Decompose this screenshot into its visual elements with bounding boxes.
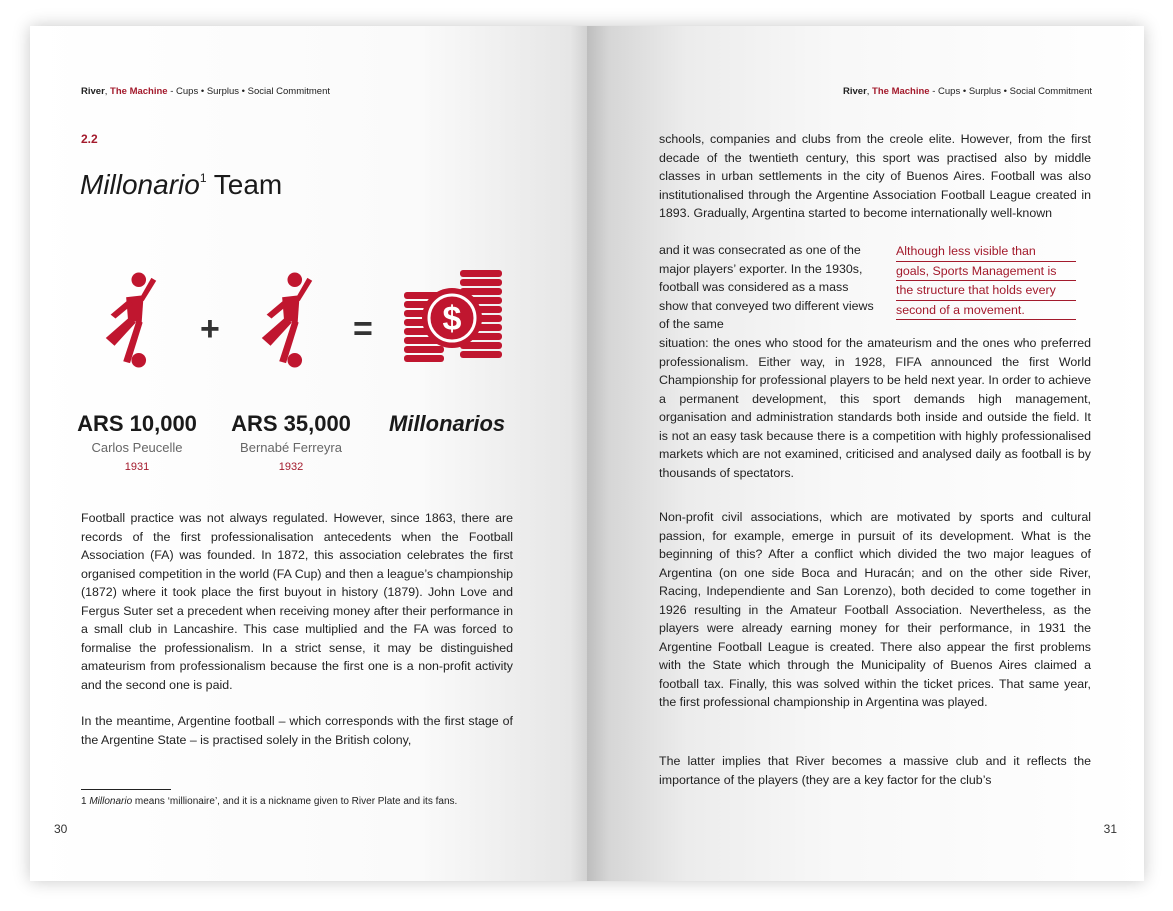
right-page bbox=[587, 26, 1144, 881]
book-spread bbox=[30, 26, 1144, 881]
coin-stack-icon bbox=[402, 268, 504, 366]
paragraph: The latter implies that River becomes a massive club and it reflects the importance of the players (they are a key factor for the club’s bbox=[659, 754, 1091, 787]
amount-ferreyra: ARS 35,000 bbox=[231, 411, 351, 436]
player-name-peucelle: Carlos Peucelle bbox=[91, 440, 183, 455]
footnote-rule bbox=[81, 789, 171, 790]
result-millonarios: Millonarios bbox=[389, 411, 506, 436]
amount-peucelle: ARS 10,000 bbox=[77, 411, 197, 436]
section-title: Millonario$^1$ Team bbox=[80, 169, 283, 200]
player-name-ferreyra: Bernabé Ferreyra bbox=[240, 440, 342, 455]
running-header: River, The Machine - Cups • Surplus • Social Commitment bbox=[843, 86, 1092, 97]
section-number: 2.2 bbox=[81, 132, 98, 146]
salary-infographic bbox=[30, 266, 587, 473]
paragraph: schools, companies and clubs from the creole elite. However, from the first decade of the twentieth century, this sport was practised also by middle classes in urban settlements in the city of Buenos Aires. Football was also institutionalised through the Argentine Association Football League created in 1893. Gradually, Argentina started to become internationally well-known bbox=[659, 132, 1091, 220]
paragraph: Non-profit civil associations, which are motivated by sports and cultural passion, for example, emerge in pursuit of its development. What is the beginning of this? After a conflict which divided the two major leagues of Argentina (on one side Boca and Huracán; and on the other side River, Racing, Independiente and San Lorenzo), both decided to come together in 1926 resulting in the Amateur Football Association. Nevertheless, as the players were already earning money for their performance, in 1931 the Argentine Football League is created. There also appear the first problems with the State which through the Municipality of Buenos Aires claimed a football tax. Finally, this was solved within the ticket prices. That same year, the first professional championship in Argentina was played. bbox=[659, 510, 1091, 709]
paragraph-wrap: and it was consecrated as one of the major players’ exporter. In the 1930s, football was considered as a mass show that conveyed two different views of the same bbox=[659, 243, 874, 331]
pull-quote: Although less visible than goals, Sports Management is the structure that holds every second of a movement. bbox=[896, 242, 1076, 320]
svg-text:$: $ bbox=[442, 300, 462, 338]
paragraph: situation: the ones who stood for the amateurism and the ones who preferred professionalism. Either way, in 1928, FIFA announced the first World Championship for professional players to be held next year. In order to achieve a permanent development, this sport demands high management, organisation and administration standards both inside and outside the field. It is not an easy task because there is a competition with highly professionalised markets which are not examined, criticised and analysed daily as football is by thousands of spectators. bbox=[659, 336, 1091, 480]
running-header: River, The Machine - Cups • Surplus • Social Commitment bbox=[81, 86, 330, 97]
page-number: 30 bbox=[54, 822, 68, 836]
plus-sign: + bbox=[200, 310, 220, 348]
year-1931: 1931 bbox=[124, 461, 150, 473]
paragraph: In the meantime, Argentine football – which corresponds with the first stage of the Argentine State – is practised solely in the British colony, bbox=[81, 714, 513, 747]
equals-sign: = bbox=[353, 310, 373, 348]
football-player-icon bbox=[252, 272, 322, 369]
footnote: 1 Millonario means ‘millionaire’, and it is a nickname given to River Plate and its fans. bbox=[81, 796, 458, 807]
paragraph: Football practice was not always regulated. However, since 1863, there are records of the first professionalisation antecedents when the Football Association (FA) was founded. In 1872, this association celebrates the first organised competition in the world (FA Cup) and then a league’s championship (1872) where it took place the first buyout in history (1879). John Love and Fergus Suter set a precedent when receiving money after their performance in a small club in Lancashire. This case multiplied and the FA was forced to formalise the professionalism. In a strict sense, it may be distinguished amateurism from professionalism because the first one is a non-profit activity and the second one is paid. bbox=[81, 511, 513, 692]
year-1932: 1932 bbox=[278, 461, 304, 473]
football-player-icon bbox=[96, 272, 166, 369]
page-number: 31 bbox=[1103, 822, 1117, 836]
left-page bbox=[30, 26, 587, 881]
